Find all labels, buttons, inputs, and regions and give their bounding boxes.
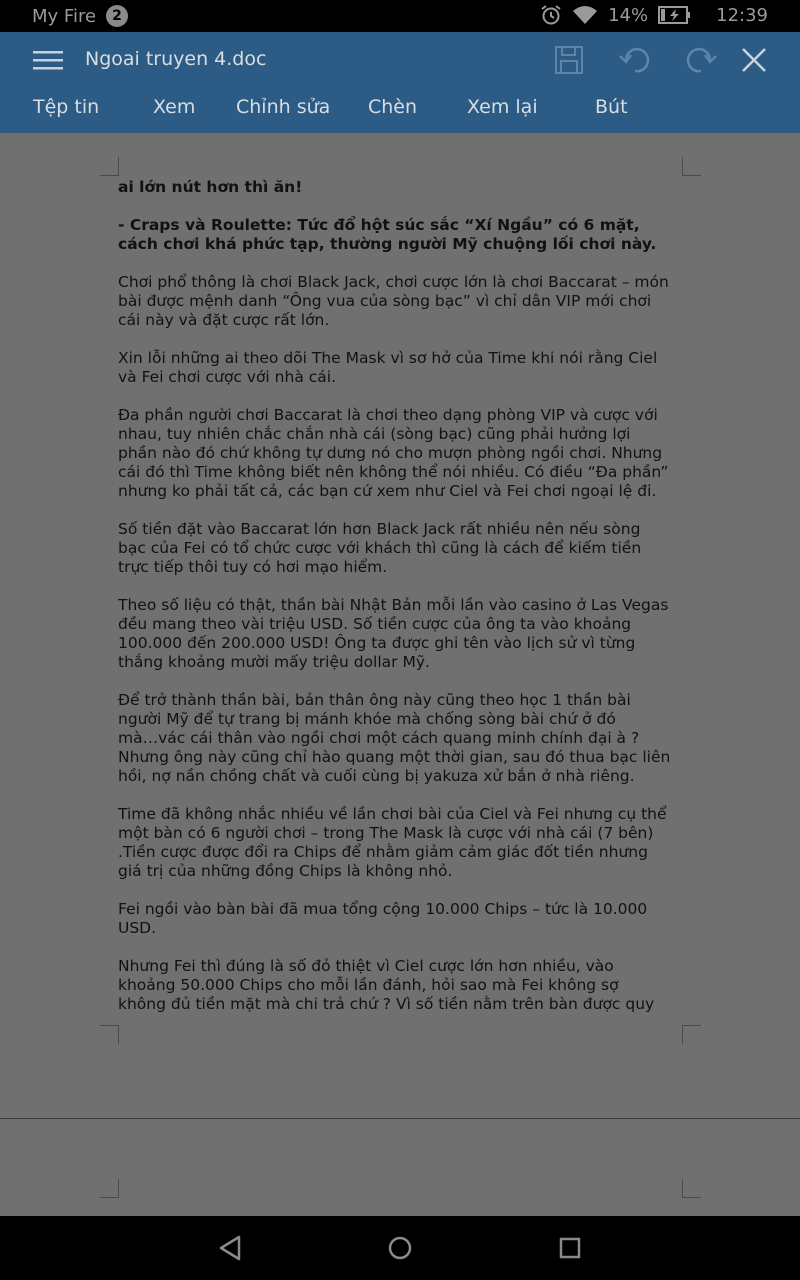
status-bar xyxy=(0,0,800,32)
paragraph: ai lớn nút hơn thì ăn! xyxy=(118,178,303,196)
paragraph: Fei ngồi vào bàn bài đã mua tổng cộng 10.000 Chips – tức là 10.000 USD. xyxy=(118,900,648,937)
paragraph: Đa phần người chơi Baccarat là chơi theo dạng phòng VIP và cược với nhau, tuy nhiên chắc chắn nhà cái (sòng bạc) cũng phải hưởng lợi phần nào đó chứ không tự dưng nó cho mượn phòng ngồi chơi. Nhưng cái đó thì Time không biết nên không thể nói nhiều. Có điều “Đa phần” nhưng ko phải tất cả, các bạn cứ xem như Ciel và Fei chơi ngoại lệ đi. xyxy=(118,406,669,500)
tab-edit[interactable]: Chỉnh sửa xyxy=(236,96,331,118)
clock: 12:39 xyxy=(716,4,768,26)
battery-charging-icon xyxy=(658,5,692,25)
document-body[interactable] xyxy=(118,178,693,1033)
page-margin-mark xyxy=(100,1025,119,1044)
redo-icon[interactable] xyxy=(683,42,719,78)
alarm-icon xyxy=(540,4,562,26)
back-icon[interactable] xyxy=(214,1232,246,1264)
navigation-bar xyxy=(0,1216,800,1280)
close-icon[interactable] xyxy=(736,42,772,78)
paragraph: Nhưng Fei thì đúng là số đỏ thiệt vì Ciel cược lớn hơn nhiều, vào khoảng 50.000 Chips cho mỗi lần đánh, hỏi sao mà Fei không sợ không đủ tiền mặt mà chi trả chứ ? Vì số tiền nằm trên bàn được quy xyxy=(118,957,655,1013)
page-margin-mark xyxy=(682,157,701,176)
paragraph: Theo số liệu có thật, thần bài Nhật Bản mỗi lần vào casino ở Las Vegas đều mang theo vài triệu USD. Số tiền cược của ông ta vào khoảng 100.000 đến 200.000 USD! Ông ta được ghi tên vào lịch sử vì từng thắng khoảng mười mấy triệu dollar Mỹ. xyxy=(118,596,669,671)
home-icon[interactable] xyxy=(384,1232,416,1264)
save-icon[interactable] xyxy=(551,42,587,78)
paragraph: Để trở thành thần bài, bản thân ông này cũng theo học 1 thần bài người Mỹ để tự trang bị mánh khóe mà chống sòng bài chứ ở đó mà…vác cái thân vào ngồi chơi một cách quang minh chính đại à ? Nhưng ông này cũng chỉ hào quang một thời gian, sau đó thua bạc liên hồi, nợ nần chồng chất và cuối cùng bị yakuza xử bắn ở nhà riêng. xyxy=(118,691,671,785)
recents-icon[interactable] xyxy=(554,1232,586,1264)
tab-review[interactable]: Xem lại xyxy=(467,96,538,118)
status-left xyxy=(32,5,128,27)
tab-view[interactable]: Xem xyxy=(153,96,196,118)
paragraph: Xin lỗi những ai theo dõi The Mask vì sơ hở của Time khi nói rằng Ciel và Fei chơi cược với nhà cái. xyxy=(118,349,658,386)
carrier-label: My Fire xyxy=(32,5,97,27)
page-margin-mark xyxy=(100,157,119,176)
page-margin-mark xyxy=(100,1179,119,1198)
page-margin-mark xyxy=(682,1179,701,1198)
tab-pen[interactable]: Bút xyxy=(595,96,628,118)
notification-badge: 2 xyxy=(106,5,128,27)
document-page-next[interactable] xyxy=(0,1119,800,1216)
status-right xyxy=(540,4,768,26)
document-page[interactable] xyxy=(0,133,800,1118)
tab-file[interactable]: Tệp tin xyxy=(33,96,100,118)
document-title: Ngoai truyen 4.doc xyxy=(85,48,267,70)
tab-insert[interactable]: Chèn xyxy=(368,96,418,118)
app-toolbar xyxy=(0,32,800,133)
paragraph: - Craps và Roulette: Tức đổ hột súc sắc “Xí Ngầu” có 6 mặt, cách chơi khá phức tạp, thường người Mỹ chuộng lối chơi này. xyxy=(118,216,657,253)
undo-icon[interactable] xyxy=(617,42,653,78)
wifi-icon xyxy=(572,4,598,26)
paragraph: Số tiền đặt vào Baccarat lớn hơn Black Jack rất nhiều nên nếu sòng bạc của Fei có tổ chức cược với khách thì cũng là cách để kiếm tiền trực tiếp thôi tuy có hơi mạo hiểm. xyxy=(118,520,642,576)
document-canvas[interactable] xyxy=(0,133,800,1216)
battery-percent: 14% xyxy=(608,4,649,26)
paragraph: Chơi phổ thông là chơi Black Jack, chơi cược lớn là chơi Baccarat – món bài được mệnh danh “Ông vua của sòng bạc” vì chỉ dân VIP mới chơi cái này và đặt cược rất lớn. xyxy=(118,273,669,329)
menu-icon[interactable] xyxy=(33,49,63,71)
paragraph: Time đã không nhắc nhiều về lần chơi bài của Ciel và Fei nhưng cụ thể một bàn có 6 người chơi – trong The Mask là cược với nhà cái (7 bên) .Tiền cược được đổi ra Chips để nhằm giảm cảm giác đốt tiền nhưng giá trị của những đồng Chips là không nhỏ. xyxy=(118,805,667,880)
